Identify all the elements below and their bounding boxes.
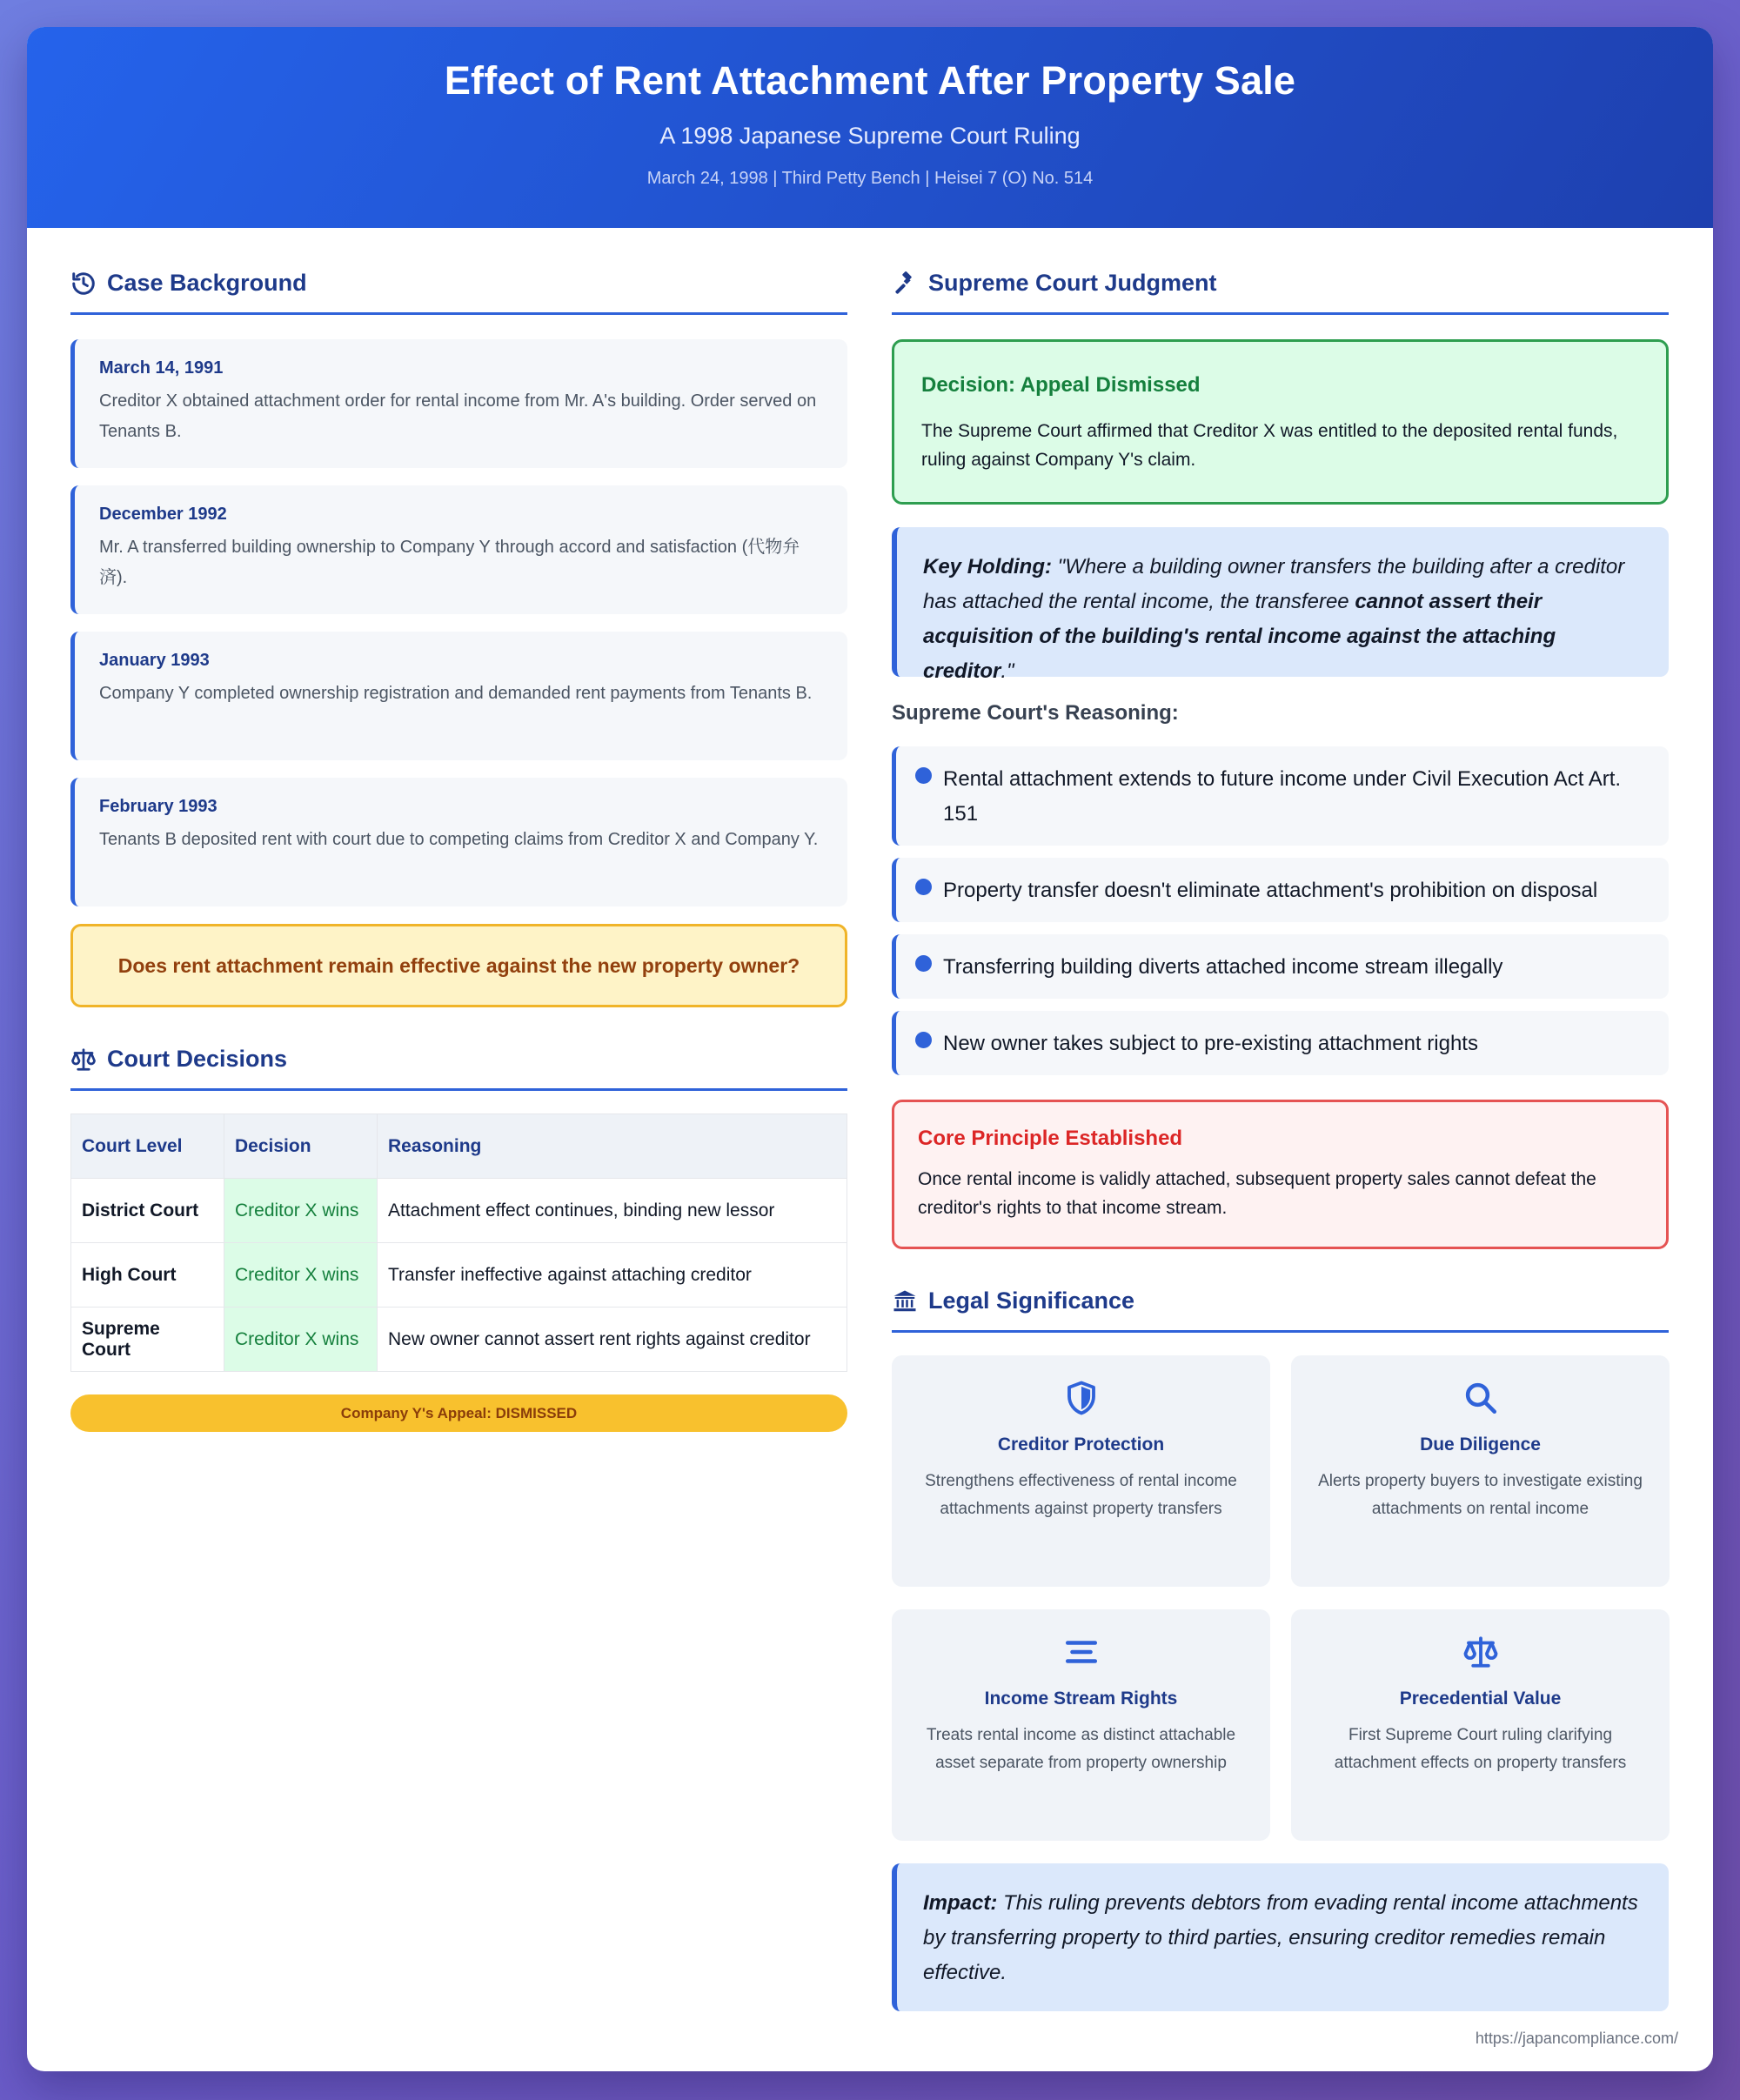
decision-box	[892, 339, 1669, 505]
event-date: January 1993	[99, 651, 210, 670]
search-icon	[1462, 1380, 1499, 1416]
scales-icon	[70, 1047, 97, 1073]
court-reasoning: Transfer ineffective against attaching creditor	[378, 1243, 847, 1307]
column-header: Decision	[224, 1114, 378, 1179]
holding-text: "Where a building owner transfers the building after a creditor has attached the rental income, the transferee	[923, 555, 1625, 613]
key-holding	[892, 527, 1669, 683]
court-decisions-title: Court Decisions	[107, 1046, 288, 1072]
court-decision: Creditor X wins	[224, 1179, 378, 1243]
main-card	[27, 27, 1713, 2071]
page-title: Effect of Rent Attachment After Property Sale	[444, 58, 1296, 103]
event-desc: Mr. A transferred building ownership to Company Y through accord and satisfaction (代物弁済).	[99, 538, 800, 587]
table-header-row	[71, 1114, 847, 1179]
lines-icon	[1063, 1634, 1100, 1670]
landmark-icon	[892, 1288, 918, 1314]
bullet-dot-icon	[915, 767, 932, 784]
timeline-event	[70, 339, 847, 468]
column-header: Court Level	[71, 1114, 224, 1179]
key-question: Does rent attachment remain effective against the new property owner?	[70, 924, 847, 1007]
court-decisions-table	[70, 1114, 847, 1372]
core-principle-title: Core Principle Established	[918, 1127, 1183, 1150]
shield-icon	[1063, 1380, 1100, 1416]
table-row	[71, 1243, 847, 1307]
card-title: Precedential Value	[1399, 1689, 1562, 1709]
legal-significance-title: Legal Significance	[928, 1287, 1135, 1314]
list-item	[892, 934, 1669, 999]
list-item	[892, 1011, 1669, 1075]
impact-box	[892, 1863, 1669, 2011]
event-date: February 1993	[99, 797, 218, 816]
bullet-dot-icon	[915, 879, 932, 895]
event-desc: Creditor X obtained attachment order for rental income from Mr. A's building. Order served on Tenants B.	[99, 391, 817, 441]
bullet-dot-icon	[915, 955, 932, 972]
card-text: Alerts property buyers to investigate existing attachments on rental income	[1318, 1472, 1643, 1518]
court-level: High Court	[71, 1243, 224, 1307]
card-text: Treats rental income as distinct attachable asset separate from property ownership	[926, 1726, 1236, 1772]
decision-text: The Supreme Court affirmed that Creditor X was entitled to the deposited rental funds, ruling against Company Y's claim.	[921, 421, 1618, 470]
court-level: Supreme Court	[71, 1307, 224, 1372]
reasoning-list	[892, 746, 1669, 1075]
judgment-title: Supreme Court Judgment	[928, 270, 1217, 296]
legal-significance-heading	[892, 1287, 1669, 1333]
court-decision: Creditor X wins	[224, 1243, 378, 1307]
significance-grid	[892, 1355, 1669, 1841]
reason-text: Rental attachment extends to future income under Civil Execution Act Art. 151	[943, 767, 1622, 826]
gavel-icon	[892, 271, 918, 297]
page-header	[27, 27, 1713, 228]
holding-emphasis: cannot assert their acquisition of the building's rental income against the attaching creditor	[923, 590, 1556, 683]
table-row	[71, 1179, 847, 1243]
impact-text: This ruling prevents debtors from evading rental income attachments by transferring property to third parties, ensuring creditor remedies remain effective.	[923, 1891, 1638, 1984]
reasoning-heading: Supreme Court's Reasoning:	[892, 701, 1179, 725]
significance-card	[892, 1355, 1270, 1587]
card-title: Income Stream Rights	[984, 1689, 1178, 1709]
card-text: First Supreme Court ruling clarifying attachment effects on property transfers	[1334, 1726, 1627, 1772]
significance-card	[1291, 1609, 1670, 1841]
list-item	[892, 746, 1669, 846]
event-date: March 14, 1991	[99, 358, 224, 378]
footer-url[interactable]: https://japancompliance.com/	[1475, 2030, 1678, 2047]
reason-text: Property transfer doesn't eliminate attachment's prohibition on disposal	[943, 879, 1598, 902]
right-column	[892, 270, 1669, 2011]
card-title: Due Diligence	[1420, 1435, 1541, 1455]
holding-label: Key Holding:	[923, 555, 1052, 579]
reason-text: Transferring building diverts attached income stream illegally	[943, 955, 1503, 979]
decision-title: Decision: Appeal Dismissed	[921, 373, 1201, 397]
timeline-event	[70, 632, 847, 760]
court-level: District Court	[71, 1179, 224, 1243]
scales-icon	[1462, 1634, 1499, 1670]
holding-end: ."	[1000, 659, 1014, 683]
judgment-heading	[892, 270, 1669, 315]
core-principle-text: Once rental income is validly attached, subsequent property sales cannot defeat the creditor's rights to that income stream.	[918, 1169, 1596, 1218]
timeline	[70, 339, 847, 906]
table-row	[71, 1307, 847, 1372]
list-item	[892, 858, 1669, 922]
appeal-status-badge: Company Y's Appeal: DISMISSED	[70, 1394, 847, 1432]
card-text: Strengthens effectiveness of rental income attachments against property transfers	[925, 1472, 1237, 1518]
court-reasoning: Attachment effect continues, binding new lessor	[378, 1179, 847, 1243]
significance-card	[892, 1609, 1270, 1841]
history-icon	[70, 271, 97, 297]
core-principle-box	[892, 1100, 1669, 1249]
bullet-dot-icon	[915, 1032, 932, 1048]
impact-label: Impact:	[923, 1891, 998, 1915]
page-subtitle: A 1998 Japanese Supreme Court Ruling	[659, 123, 1081, 149]
court-decision: Creditor X wins	[224, 1307, 378, 1372]
court-decisions-heading	[70, 1046, 847, 1091]
court-reasoning: New owner cannot assert rent rights against creditor	[378, 1307, 847, 1372]
card-title: Creditor Protection	[997, 1435, 1165, 1455]
reason-text: New owner takes subject to pre-existing attachment rights	[943, 1032, 1478, 1055]
timeline-event	[70, 485, 847, 614]
event-date: December 1992	[99, 505, 227, 524]
significance-card	[1291, 1355, 1670, 1587]
event-desc: Tenants B deposited rent with court due to competing claims from Creditor X and Company Y.	[99, 830, 819, 849]
event-desc: Company Y completed ownership registration and demanded rent payments from Tenants B.	[99, 684, 813, 703]
case-meta: March 24, 1998 | Third Petty Bench | Heisei 7 (O) No. 514	[646, 169, 1094, 188]
case-background-title: Case Background	[107, 270, 307, 296]
column-header: Reasoning	[378, 1114, 847, 1179]
left-column	[70, 270, 847, 1432]
timeline-event	[70, 778, 847, 906]
case-background-heading	[70, 270, 847, 315]
